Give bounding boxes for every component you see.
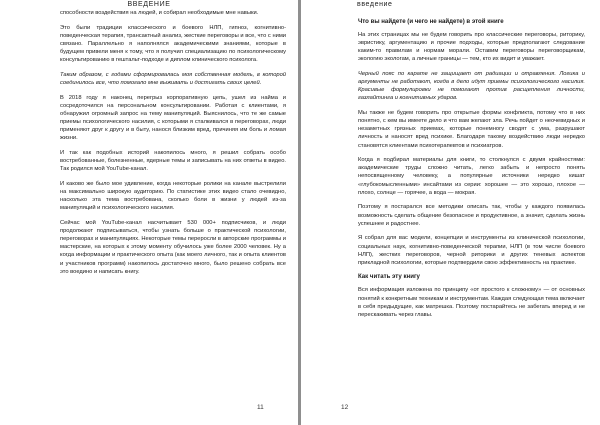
- paragraph: Я собрал для вас модели, концепции и инструменты из клинической психологии, социальных наук, когнитивно-поведенческой терапии, НЛП (в том числе боевого НЛП), жестких переговоров, черной риторики и других теневых аспектов прикладной психологии, которые подтвердили свою эффективность на практике.: [358, 235, 585, 266]
- right-page-body: [358, 18, 585, 326]
- paragraph: Сейчас мой YouTube-канал насчитывает 530 000+ подписчиков, и люди продолжают подписываться, чтобы узнать больше о практической психологии, переговорах и манипуляциях. Некоторые темы перероcли в авторские программы и мастерские, на которых к этому моменту обучилось уже более 2000 человек. Ну а когда информации и практического опыта (как моего личного, так и опыта клиентов и участников программ) накопилось достаточно много, было решено собрать все это воедино и написать книгу.: [60, 220, 286, 275]
- right-running-head: введение: [357, 1, 393, 8]
- section-heading: Как читать эту книгу: [358, 273, 420, 281]
- paragraph: способности воздействия на людей, и собирал необходимые мне навыки.: [60, 10, 259, 16]
- paragraph: На этих страницах мы не будем говорить про классические переговоры, риторику, эвристику, аргументацию и прочие подходы, которые предполагают следование каким-то правилам и нормам морали. Оставим переговоры переговорщикам, экологию экологам, а личные границы — тем, кто их видит и уважает.: [358, 32, 585, 63]
- paragraph: И так как подобных историй накопилось много, я решил собрать особо востребованные, болезненные, ядерные темы и записывать на них ответы в видео. Так родился мой YouTube-канал.: [60, 150, 286, 173]
- paragraph: Когда я подбирал материалы для книги, то столкнулся с двумя крайностями: академические труды сложно читать, легко забыть и непросто понять непосвященному человеку, а популярные источники нередко кишат «глубокомысленными» инсайтами из серии: хорошее — это хорошо, плохое — плохо, солнце — горячее, а вода — мокрая.: [358, 157, 585, 196]
- paragraph: Вся информация изложена по принципу «от простого к сложному» — от основных понятий к конкретным техникам и инструментам. Каждая следующая тема включает в себя предыдущие, как матрешка. Поэтому постарайтесь не забегать вперед и не перескакивать через главы.: [358, 287, 585, 318]
- paragraph: Черный пояс по карате не защищает от радиации и отравления. Логика и аргументы не работают, когда в дело идут приемы психологического насилия. Красивые формулировки не помогают против расщепления личности, газлайтинга и когнитивных ударов.: [358, 71, 585, 102]
- paragraph: Это были традиции классического и боевого НЛП, гипноз, когнитивно-поведенческая терапия, трансактный анализ, жесткие переговоры и все, что с ними связано. Параллельно я наполнялся академическими знаниями, которые в будущем привели меня к тому, что я получил специализацию по психологическому консультированию в гештальт-подходе и диплом клинического психолога.: [60, 24, 286, 64]
- right-page-number: 12: [341, 404, 349, 411]
- paragraph: Мы также не будем говорить про открытые формы конфликта, потому что в них понятно, с кем вы имеете дело и что вам желают зла. Речь пойдет о неочевидных и незаметных грязных приемах, которые понемногу сводят с ума, разрушают личность и наносят вред психике. Благодаря такому воздействию люди нередко становятся клиентами психотерапевтов и психиатров.: [358, 110, 585, 149]
- paragraph: Таким образом, с годами сформировалась моя собственная модель, в которой соединилось все, что помогало мне выживать и достигать своих целей.: [60, 71, 286, 87]
- paragraph: И каково же было мое удивление, когда некоторые ролики на канале выстрелили на максимально широкую аудиторию. По статистике этих видео стало очевидно, насколько эта тема востребована, сколько боли в жизни у людей из-за манипуляций и психологического насилия.: [60, 181, 286, 212]
- paragraph: В 2018 году я наконец перегрыз корпоративную цепь, ушел из найма и сосредоточился на персональном консультировании. Работая с клиентами, я обнаружил огромный запрос на тему манипуляций. Выяснилось, что те же самые приемы психологического насилия, с которыми я сталкивался в переговорах, люди применяют друг к другу и в быту, нанося близким вред, причиняя им боль и ломая жизни.: [60, 94, 286, 142]
- right-page: [301, 0, 600, 425]
- left-page-number: 11: [257, 404, 264, 411]
- section-heading: Что вы найдете (и чего не найдете) в этой книге: [358, 18, 504, 25]
- left-page-body: [60, 9, 286, 282]
- left-page: [0, 0, 298, 425]
- paragraph: Поэтому я постарался все методики описать так, чтобы у каждого появилась возможность сделать общение безопасное и продуктивное, а значит, сделать жизнь успешнее и радостнее.: [358, 204, 585, 227]
- left-running-head: ВВЕДЕНИЕ: [127, 1, 171, 8]
